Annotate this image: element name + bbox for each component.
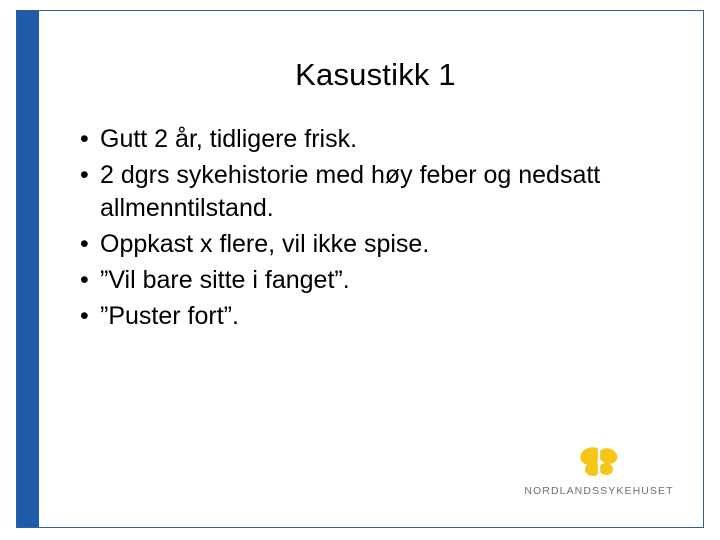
list-item <box>48 264 703 297</box>
bullet-marker-icon: • <box>80 230 89 258</box>
list-item <box>48 300 703 333</box>
list-item <box>48 159 703 225</box>
list-item-text: Oppkast x flere, vil ikke spise. <box>100 230 430 258</box>
page-title: Kasustikk 1 <box>295 57 456 92</box>
list-item-text: ”Vil bare sitte i fanget”. <box>100 266 350 294</box>
bullet-marker-icon: • <box>80 266 89 294</box>
list-item <box>48 228 703 261</box>
list-item-text: 2 dgrs sykehistorie med høy feber og nedsatt allmenntilstand. <box>100 161 601 222</box>
list-item-text: ”Puster fort”. <box>100 302 239 330</box>
slide-content <box>48 11 703 527</box>
bullet-marker-icon: • <box>80 161 89 189</box>
butterfly-icon <box>576 445 622 479</box>
list-item-text: Gutt 2 år, tidligere frisk. <box>100 125 358 153</box>
bullet-marker-icon: • <box>80 302 89 330</box>
list-item <box>48 123 703 156</box>
left-accent-bar <box>17 11 39 527</box>
left-accent-gap <box>39 11 45 527</box>
organization-name: NORDLANDSSYKEHUSET <box>524 485 674 497</box>
bullet-marker-icon: • <box>80 125 89 153</box>
bullet-list <box>48 123 703 333</box>
organization-logo <box>519 445 679 499</box>
